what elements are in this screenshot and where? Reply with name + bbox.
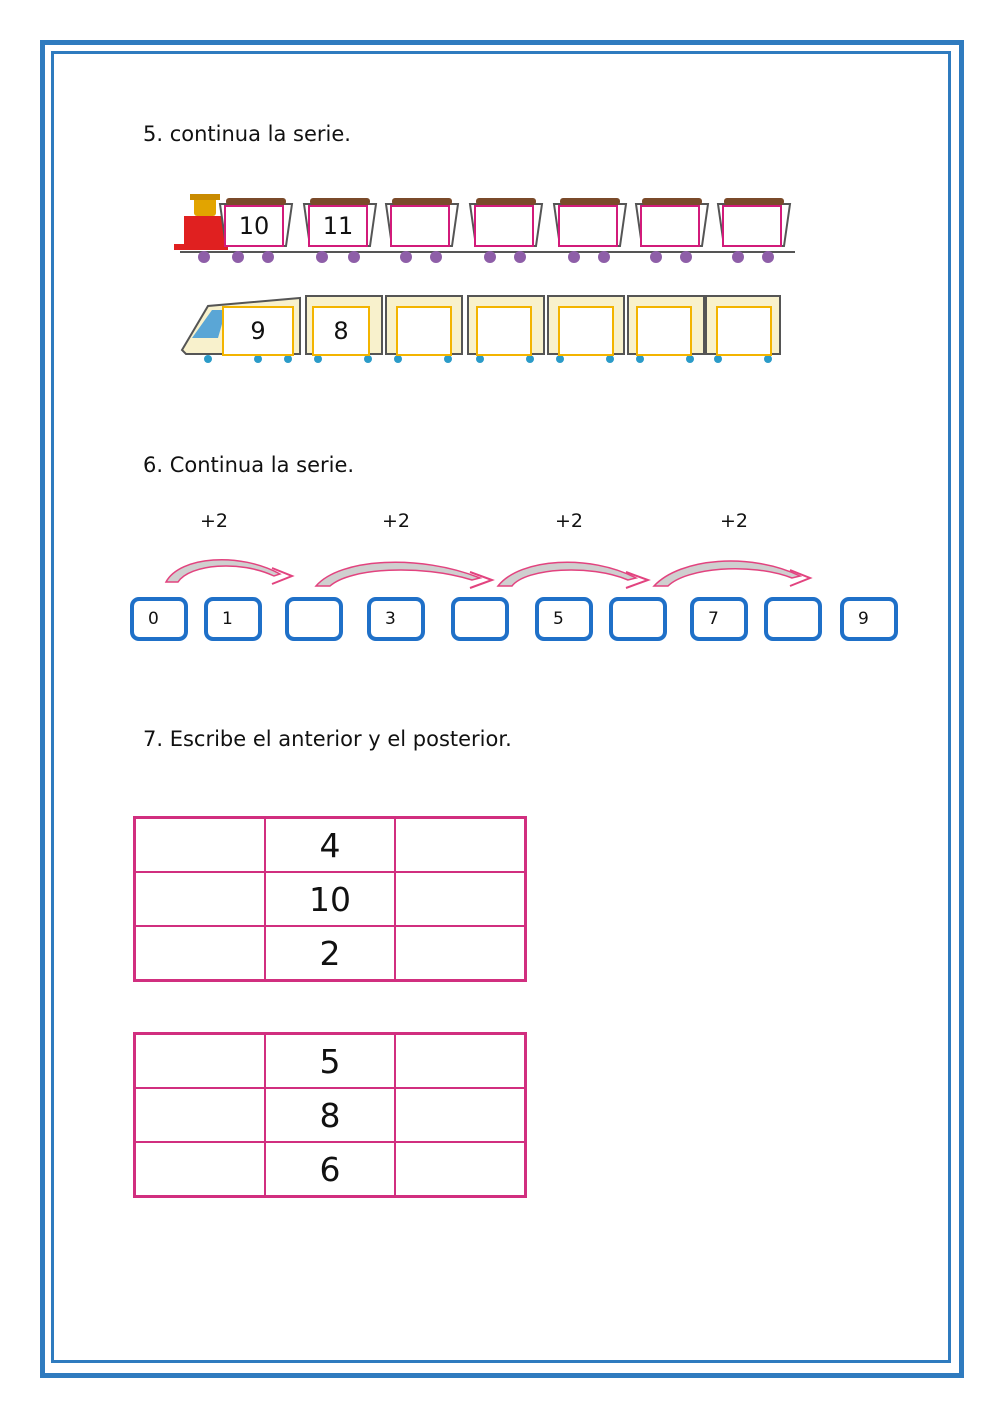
number-cell: 2 — [265, 926, 395, 980]
section5-heading: 5. continua la serie. — [143, 122, 351, 146]
neighbors-table-1 — [133, 816, 527, 982]
freight-wagon-box-4[interactable] — [474, 205, 534, 247]
table-row — [135, 872, 525, 926]
freight-wagon-box-5[interactable] — [558, 205, 618, 247]
freight-wagon-box-1[interactable]: 10 — [224, 205, 284, 247]
table-row — [135, 1142, 525, 1196]
passenger-car-box-4[interactable] — [476, 306, 532, 356]
before-cell[interactable] — [135, 1142, 265, 1196]
jump-arrows — [160, 552, 820, 592]
passenger-car-box-5[interactable] — [558, 306, 614, 356]
passenger-car-box-7[interactable] — [716, 306, 772, 356]
before-cell[interactable] — [135, 926, 265, 980]
after-cell[interactable] — [395, 1088, 525, 1142]
section6-heading: 6. Continua la serie. — [143, 453, 355, 477]
table-row — [135, 1088, 525, 1142]
series-box-4[interactable]: 3 — [367, 597, 425, 641]
after-cell[interactable] — [395, 1142, 525, 1196]
series-box-7[interactable] — [609, 597, 667, 641]
section7-heading: 7. Escribe el anterior y el posterior. — [143, 727, 512, 751]
neighbors-table-2 — [133, 1032, 527, 1198]
series-box-2[interactable]: 1 — [204, 597, 262, 641]
before-cell[interactable] — [135, 1088, 265, 1142]
series-box-6[interactable]: 5 — [535, 597, 593, 641]
series-box-10[interactable]: 9 — [840, 597, 898, 641]
freight-wagon-box-2[interactable]: 11 — [308, 205, 368, 247]
series-box-3[interactable] — [285, 597, 343, 641]
freight-wagon-box-7[interactable] — [722, 205, 782, 247]
series-box-8[interactable]: 7 — [690, 597, 748, 641]
before-cell[interactable] — [135, 1034, 265, 1088]
after-cell[interactable] — [395, 926, 525, 980]
series-box-9[interactable] — [764, 597, 822, 641]
plus-two-label-4: +2 — [720, 510, 749, 532]
number-cell: 4 — [265, 818, 395, 872]
series-box-5[interactable] — [451, 597, 509, 641]
table-row — [135, 818, 525, 872]
passenger-car-box-3[interactable] — [396, 306, 452, 356]
after-cell[interactable] — [395, 872, 525, 926]
after-cell[interactable] — [395, 818, 525, 872]
passenger-car-box-2[interactable]: 8 — [312, 306, 370, 356]
number-cell: 5 — [265, 1034, 395, 1088]
freight-wagon-box-3[interactable] — [390, 205, 450, 247]
number-cell: 6 — [265, 1142, 395, 1196]
plus-two-label-2: +2 — [382, 510, 411, 532]
plus-two-label-3: +2 — [555, 510, 584, 532]
table-row — [135, 1034, 525, 1088]
before-cell[interactable] — [135, 872, 265, 926]
before-cell[interactable] — [135, 818, 265, 872]
plus-two-label-1: +2 — [200, 510, 229, 532]
passenger-car-box-1[interactable]: 9 — [222, 306, 294, 356]
series-box-1[interactable]: 0 — [130, 597, 188, 641]
after-cell[interactable] — [395, 1034, 525, 1088]
passenger-car-box-6[interactable] — [636, 306, 692, 356]
number-cell: 10 — [265, 872, 395, 926]
freight-wagon-box-6[interactable] — [640, 205, 700, 247]
table-row — [135, 926, 525, 980]
number-cell: 8 — [265, 1088, 395, 1142]
